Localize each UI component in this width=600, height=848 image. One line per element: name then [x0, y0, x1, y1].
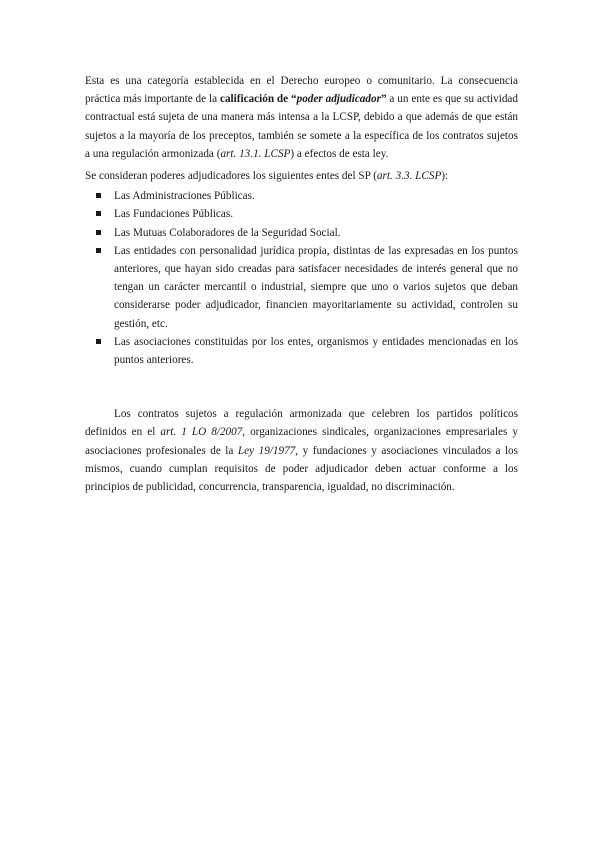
paragraph-text: ): — [441, 170, 449, 183]
bullet-square-icon — [96, 230, 101, 235]
legal-reference: art. 13.1. LCSP — [220, 147, 291, 160]
list-item-text: Las asociaciones constituidas por los entes, organismos y entidades mencionadas en los puntos anteriores. — [114, 335, 518, 367]
list-item — [85, 224, 518, 242]
paragraph-text: Los contratos sujetos a regulación armonizada que celebren los partidos políticos definidos en el — [85, 408, 518, 439]
list-item — [85, 205, 518, 223]
bullet-square-icon — [96, 211, 101, 216]
list-item — [85, 242, 518, 333]
paragraph-text: , y fundaciones y asociaciones vinculados a los mismos, cuando cumplan requisitos de poder adjudicador deben actuar conforme a los principios de publicidad, concurrencia, transparencia, igualdad, no discriminación. — [85, 444, 519, 494]
legal-reference: art. 1 LO 8/2007 — [160, 426, 243, 439]
bold-quote: ” — [380, 93, 387, 106]
list-item-text: Las entidades con personalidad jurídica propia, distintas de las expresadas en los puntos anteriores, que hayan sido creadas para satisfacer necesidades de interés general que no tengan un carácter mercantil o industrial, siempre que uno o varios sujetos que deban considerarse poder adjudicador, financien mayoritariamente su actividad, controlen su gestión, etc. — [114, 244, 518, 330]
paragraph-text: ) a efectos de esta ley. — [290, 147, 389, 160]
list-item — [85, 333, 518, 369]
bold-term: calificación de “ — [219, 93, 297, 106]
bold-italic-term: poder adjudicador — [296, 93, 381, 106]
paragraph-list-intro — [85, 167, 518, 185]
paragraph-text: Se consideran poderes adjudicadores los siguientes entes del SP ( — [85, 170, 377, 183]
legal-reference: art. 3.3. LCSP — [376, 170, 442, 183]
bullet-square-icon — [96, 193, 101, 198]
list-item — [85, 187, 518, 205]
paragraph-text: , organizaciones sindicales, organizaciones empresariales y asociaciones profesionales de la — [85, 426, 518, 457]
paragraph-text: Esta es una categoría establecida en el Derecho europeo o comunitario. La consecuencia práctica más importante de la — [85, 75, 518, 106]
bullet-square-icon — [96, 339, 101, 344]
paragraph-intro — [85, 72, 518, 163]
legal-reference: Ley 19/1977 — [237, 444, 296, 457]
list-item-text: Las Fundaciones Públicas. — [114, 208, 234, 221]
bullet-square-icon — [96, 248, 101, 253]
paragraph-conclusion — [85, 405, 518, 496]
list-item-text: Las Mutuas Colaboradores de la Seguridad Social. — [114, 226, 341, 239]
paragraph-text: a un ente es que su actividad contractual está sujeta de una manera más intensa a la LCSP, debido a que además de que están sujetos a la mayoría de los preceptos, también se somete a la específica de los contratos sujetos a una regulación armonizada ( — [85, 93, 518, 160]
document-page — [85, 72, 518, 496]
list-item-text: Las Administraciones Públicas. — [114, 190, 255, 203]
bullet-list — [85, 187, 518, 369]
